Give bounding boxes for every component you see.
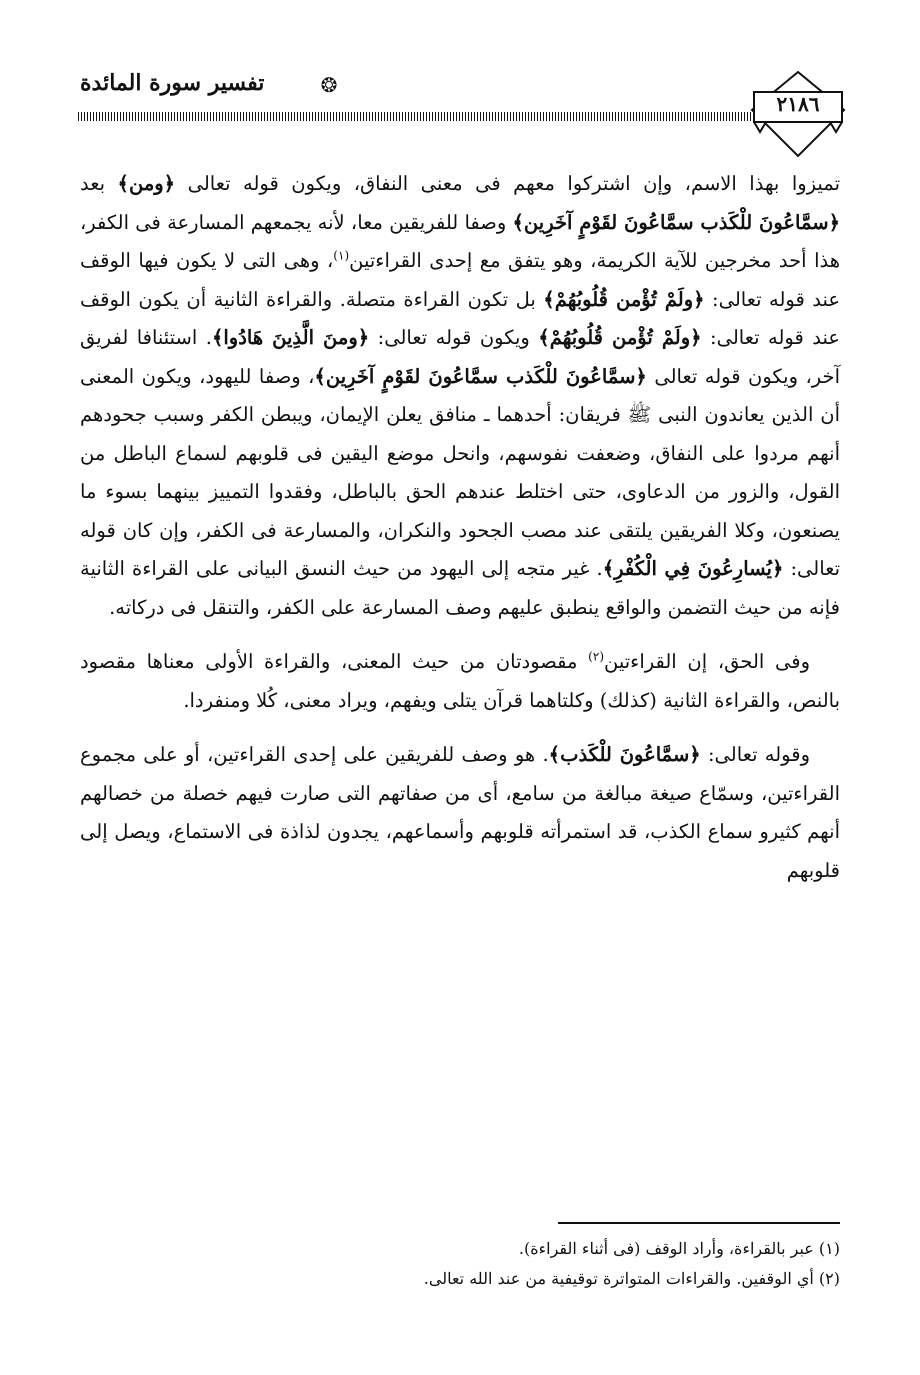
- quran-quote: ﴿ومن﴾: [117, 172, 176, 195]
- quran-quote: ﴿سمَّاعُونَ للْكَذب﴾: [548, 743, 701, 766]
- quran-quote: ﴿ولَمْ تُؤْمن قُلُوبُهُمْ﴾: [538, 326, 702, 349]
- text-run: وقوله تعالى:: [700, 743, 810, 766]
- footnote-2: (٢) أي الوقفين. والقراءات المتواترة توقيفية من عند الله تعالى.: [423, 1269, 840, 1288]
- footnote-1: (١) عبر بالقراءة، وأراد الوقف (فى أثناء القراءة).: [518, 1239, 840, 1258]
- quran-quote: ﴿يُسارِعُونَ فِي الْكُفْرِ﴾: [602, 557, 784, 580]
- text-run: ويكون قوله تعالى:: [369, 326, 539, 349]
- text-run: تميزوا بهذا الاسم، وإن اشتركوا معهم فى معنى النفاق، ويكون قوله تعالى: [175, 172, 841, 195]
- footnotes: [80, 1234, 840, 1294]
- quran-quote: ﴿سمَّاعُونَ للْكَذب سمَّاعُونَ لقَوْمٍ آخَرِين﴾: [512, 210, 841, 234]
- header-dotted-rule: [78, 112, 758, 121]
- text-run: . هو وصف للفريقين على إحدى القراءتين، أو على مجموع القراءتين، وسمّاع صيغة مبالغة من سامع، أى من صفاتهم التى صارت فيهم خصلة من خصالهم أنهم كثيرو سماع الكذب، قد استمرأته قلوبهم وأسماعهم، يجدون لذاذة فى الاستماع، ويصل إلى قلوبهم: [80, 743, 840, 882]
- text-run: . استئنافا لفريق آخر، ويكون قوله تعالى: [80, 326, 840, 388]
- footnote-separator: [558, 1222, 840, 1224]
- main-text: [80, 165, 840, 906]
- text-run: بل تكون القراءة متصلة. والقراءة الثانية أن يكون الوقف عند قوله تعالى:: [80, 287, 841, 349]
- text-run: ، وصفا لليهود، ويكون المعنى أن الذين يعاندون النبى ﷺ فريقان: أحدهما ـ منافق يعلن الإيمان، ويبطن الكفر وسبب جحودهم أنهم مردوا على النفاق، وضعفت نفوسهم، وانحل موضع اليقين فى قلوبهم لسماع الباطل من القول، والزور من الدعاوى، حتى اختلط عندهم الحق بالباطل، وفقدوا التمييز بينهما بسوء ما يصنعون، وكلا الفريقين يلتقى عند مصب الجحود والنكران، والمسارعة فى الكفر، وإن كان قوله تعالى:: [80, 364, 840, 580]
- text-run: بعد: [80, 172, 118, 195]
- quran-quote: ﴿ولَمْ تُؤْمن قُلُوبُهُمْ﴾: [543, 287, 705, 311]
- paragraph-3: [80, 736, 840, 890]
- header-ornament-icon: ❂: [320, 73, 338, 97]
- page-number: ٢١٨٦: [776, 92, 820, 116]
- paragraph-2: [80, 643, 840, 720]
- text-run: ، وهى التى لا يكون فيها الوقف عند قوله تعالى:: [80, 249, 840, 311]
- paragraph-1: [80, 165, 840, 627]
- footnote-ref-2[interactable]: (٢): [588, 649, 604, 664]
- text-run: مقصودتان من حيث المعنى، والقراءة الأولى معناها مقصود بالنص، والقراءة الثانية (كذلك) وكلتاهما قرآن يتلى ويفهم، ويراد معنى، كُلا ومنفردا.: [80, 650, 840, 712]
- quran-quote: ﴿ومنَ الَّذِينَ هَادُوا﴾: [211, 326, 370, 349]
- text-run: . غير متجه إلى اليهود من حيث النسق البيانى على القراءة الثانية فإنه من حيث التضمن والواقع ينطبق عليهم وصف المسارعة على الكفر، والتنقل فى دركاته.: [80, 557, 840, 619]
- text-run: وفى الحق، إن القراءتين: [604, 650, 810, 673]
- text-run: وصفا للفريقين معا، لأنه يجمعهم المسارعة فى الكفر، هذا أحد مخرجين للآية الكريمة، وهو يتفق مع إحدى القراءتين: [80, 210, 840, 272]
- running-header-title: تفسير سورة المائدة: [80, 70, 265, 96]
- footnote-ref-1[interactable]: (١): [333, 248, 350, 263]
- quran-quote: ﴿سمَّاعُونَ للْكَذب سمَّاعُونَ لقَوْمٍ آخَرِين﴾: [314, 364, 647, 388]
